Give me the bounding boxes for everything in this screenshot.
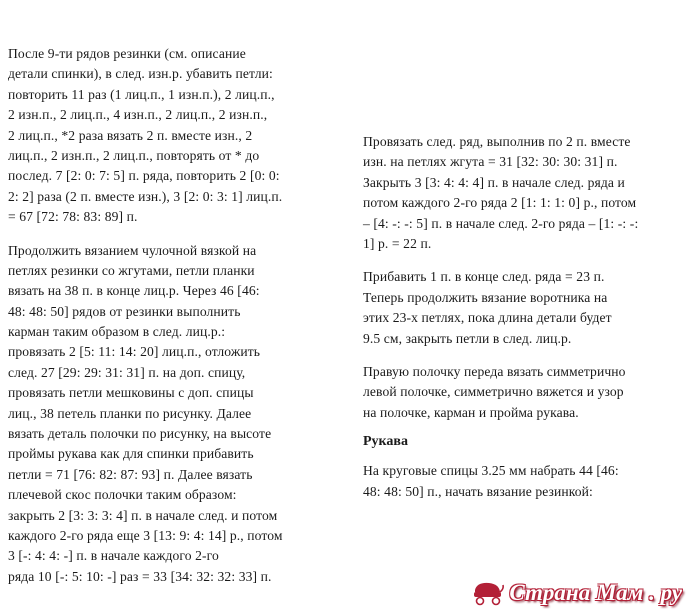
text-line: = 67 [72: 78: 83: 89] п.	[8, 209, 138, 225]
text-line: 2: 2] раза (2 п. вместе изн.), 3 [2: 0: 3: 1] лиц.п.	[8, 188, 283, 204]
text-line: лиц., 38 петель планки по рисунку. Далее	[8, 405, 252, 421]
text-line: 1] р. = 22 п.	[363, 235, 432, 251]
paragraph-gap	[363, 423, 683, 432]
text-line: Провязать след. ряд, выполнив по 2 п. вместе	[363, 134, 631, 149]
paragraph-gap	[363, 349, 683, 362]
text-line: на полочке, карман и пройма рукава.	[363, 404, 579, 420]
paragraph-gap	[363, 452, 683, 461]
right-column	[363, 132, 683, 502]
paragraph-gap	[8, 228, 336, 241]
text-line: петли = 71 [76: 82: 87: 93] п. Далее вязать	[8, 466, 253, 482]
text-line: 2 изн.п., 2 лиц.п., 4 изн.п., 2 лиц.п., 2 изн.п.,	[8, 107, 268, 123]
site-watermark	[471, 579, 682, 607]
text-line: лиц.п., 2 изн.п., 2 лиц.п., повторять от * до	[8, 147, 260, 163]
text-line: след. 27 [29: 29: 31: 31] п. на доп. спицу,	[8, 364, 246, 380]
text-line: Закрыть 3 [3: 4: 4: 4] п. в начале след. ряда и	[363, 174, 625, 190]
paragraph-rib-decrease	[8, 44, 336, 228]
text-line: После 9-ти рядов резинки (см. описание	[8, 46, 246, 61]
text-line: левой полочке, симметрично вяжется и узор	[363, 384, 624, 400]
text-line: плечевой скос полочки таким образом:	[8, 487, 237, 503]
text-line: Прибавить 1 п. в конце след. ряда = 23 п.	[363, 269, 605, 285]
text-line: карман таким образом в след. лиц.р.:	[8, 324, 226, 340]
text-line: 9.5 см, закрыть петли в след. лиц.р.	[363, 330, 572, 346]
text-line: провязать 2 [5: 11: 14: 20] лиц.п., отложить	[8, 344, 261, 360]
section-heading-sleeves: Рукава	[363, 434, 408, 450]
carriage-icon	[471, 580, 505, 606]
text-line: повторить 11 раз (1 лиц.п., 1 изн.п.), 2 лиц.п.,	[8, 86, 275, 102]
text-line: провязать петли мешковины с доп. спицы	[8, 385, 254, 401]
text-line: 48: 48: 50] рядов от резинки выполнить	[8, 303, 241, 319]
paragraph-sleeves	[363, 461, 683, 502]
text-line: проймы рукава как для спинки прибавить	[8, 446, 254, 462]
text-line: ряда 10 [-: 5: 10: -] раз = 33 [34: 32: 32: 33] п.	[8, 568, 272, 584]
paragraph-gap	[363, 254, 683, 267]
paragraph-cable-decrease	[363, 132, 683, 254]
text-line: потом каждого 2-го ряда 2 [1: 1: 1: 0] р., потом	[363, 195, 637, 211]
text-line: изн. на петлях жгута = 31 [32: 30: 30: 31] п.	[363, 154, 618, 170]
text-line: 48: 48: 50] п., начать вязание резинкой:	[363, 483, 593, 499]
text-line: послед. 7 [2: 0: 7: 5] п. ряда, повторить 2 [0: 0:	[8, 168, 280, 184]
paragraph-collar	[363, 267, 683, 349]
text-line: Продолжить вязанием чулочной вязкой на	[8, 242, 257, 258]
text-line: каждого 2-го ряда еще 3 [13: 9: 4: 14] р., потом	[8, 527, 283, 543]
text-line: вязать на 38 п. в конце лиц.р. Через 46 [46:	[8, 283, 260, 299]
text-line: этих 23-х петлях, пока длина детали будет	[363, 310, 612, 326]
paragraph-right-front	[363, 362, 683, 423]
text-line: закрыть 2 [3: 3: 3: 4] п. в начале след. и потом	[8, 507, 278, 523]
left-column	[8, 44, 336, 587]
text-line: петлях резинки со жгутами, петли планки	[8, 262, 255, 278]
text-line: вязать деталь полочки по рисунку, на высоте	[8, 426, 272, 442]
text-line: Теперь продолжить вязание воротника на	[363, 289, 608, 305]
text-line: На круговые спицы 3.25 мм набрать 44 [46:	[363, 463, 619, 479]
watermark-text: Страна Мам . ру	[509, 580, 682, 605]
text-line: детали спинки), в след. изн.р. убавить петли:	[8, 66, 273, 82]
text-line: 3 [-: 4: 4: -] п. в начале каждого 2-го	[8, 548, 219, 564]
text-line: Правую полочку переда вязать симметрично	[363, 363, 626, 379]
text-line: – [4: -: -: 5] п. в начале след. 2-го ряда – [1: -: -:	[363, 215, 639, 231]
paragraph-stockinette-pocket	[8, 241, 336, 588]
text-line: 2 лиц.п., *2 раза вязать 2 п. вместе изн., 2	[8, 127, 253, 143]
